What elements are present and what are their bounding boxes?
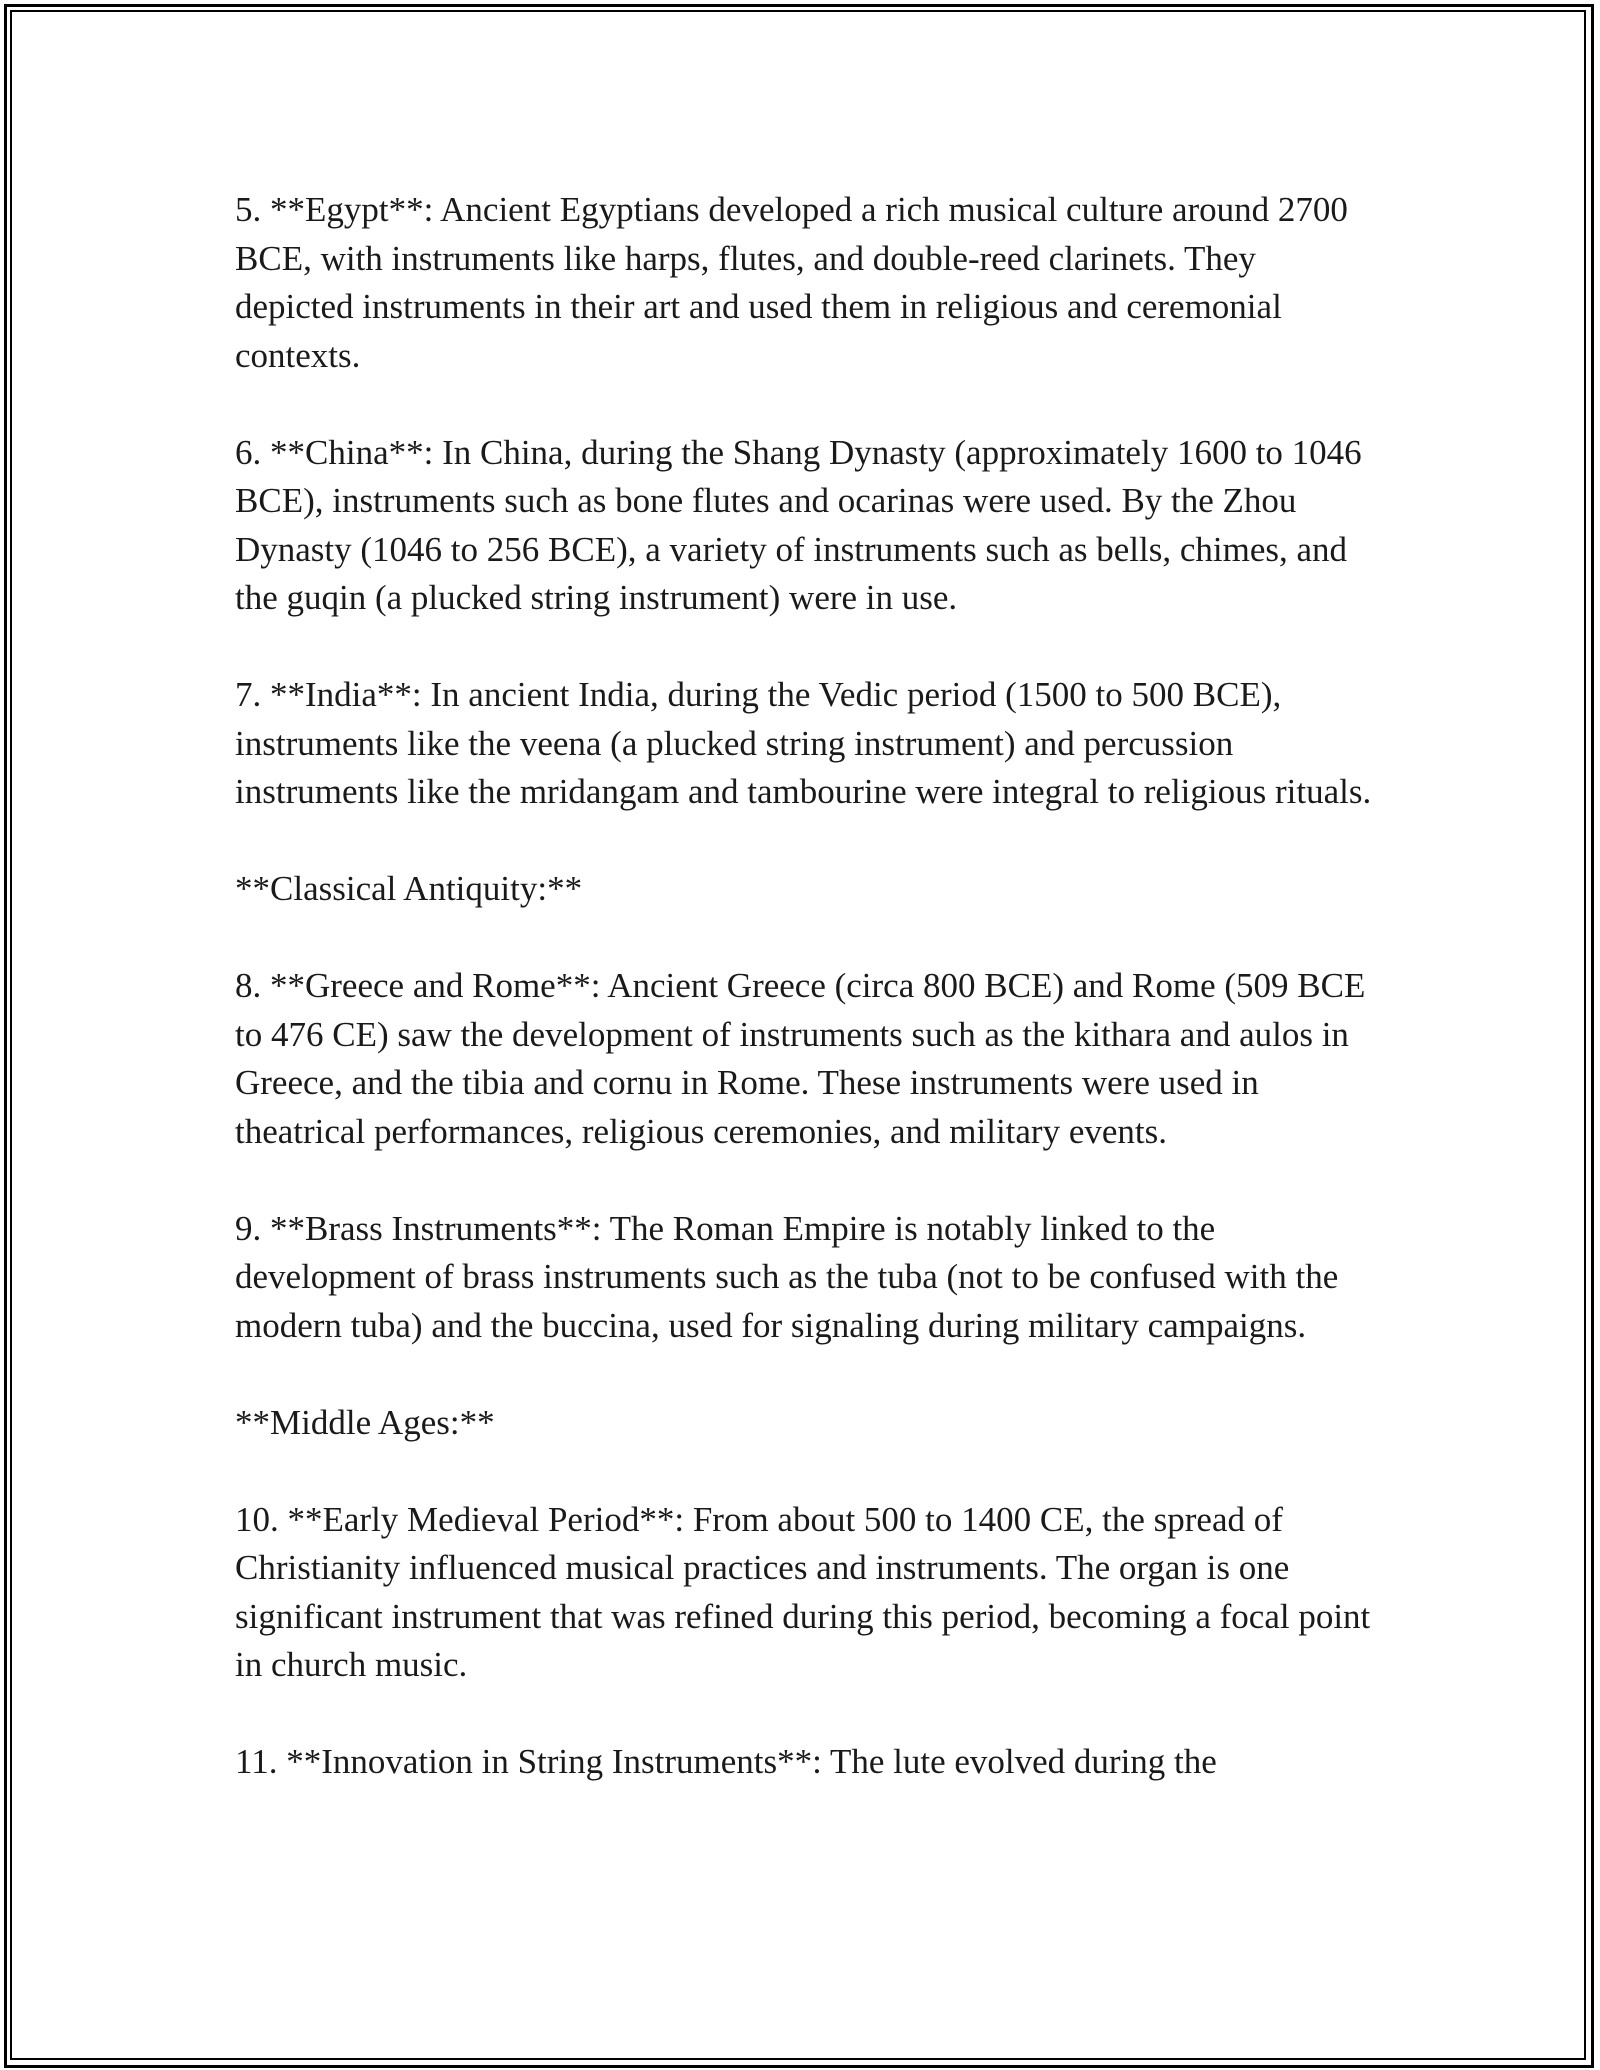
document-body (235, 186, 1375, 1835)
paragraph-brass-instruments: 9. **Brass Instruments**: The Roman Empire is notably linked to the development of brass instruments such as the tuba (not to be confused with the modern tuba) and the buccina, used for signaling during military campaigns. (235, 1208, 1339, 1345)
paragraph-india: 7. **India**: In ancient India, during the Vedic period (1500 to 500 BCE), instruments like the veena (a plucked string instrument) and percussion instruments like the mridangam and tambourine were integral to religious rituals. (235, 675, 1372, 811)
paragraph-greece-rome: 8. **Greece and Rome**: Ancient Greece (circa 800 BCE) and Rome (509 BCE to 476 CE) saw the development of instruments such as the kithara and aulos in Greece, and the tibia and cornu in Rome. These instruments were used in theatrical performances, religious ceremonies, and military events. (235, 966, 1366, 1151)
section-heading-middle-ages: **Middle Ages:** (235, 1402, 495, 1442)
paragraph-egypt: 5. **Egypt**: Ancient Egyptians developed a rich musical culture around 2700 BCE, with instruments like harps, flutes, and double-reed clarinets. They depicted instruments in their art and used them in religious and ceremonial contexts. (235, 190, 1348, 375)
paragraph-string-instruments: 11. **Innovation in String Instruments**: The lute evolved during the (235, 1742, 1217, 1781)
paragraph-early-medieval: 10. **Early Medieval Period**: From about 500 to 1400 CE, the spread of Christianity influenced musical practices and instruments. The organ is one significant instrument that was refined during this period, becoming a focal point in church music. (235, 1499, 1371, 1684)
section-heading-classical-antiquity: **Classical Antiquity:** (235, 869, 583, 908)
paragraph-china: 6. **China**: In China, during the Shang Dynasty (approximately 1600 to 1046 BCE), instruments such as bone flutes and ocarinas were used. By the Zhou Dynasty (1046 to 256 BCE), a variety of instruments such as bells, chimes, and the guqin (a plucked string instrument) were in use. (235, 432, 1362, 617)
